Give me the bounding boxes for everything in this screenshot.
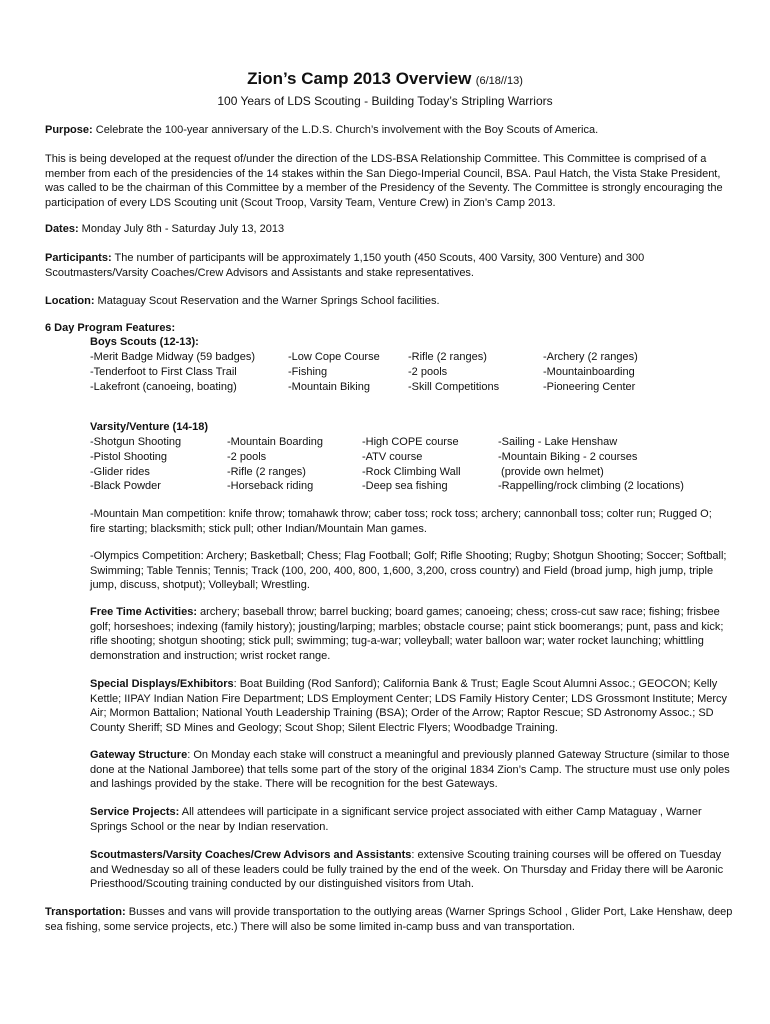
service-text: All attendees will participate in a significant service project associated with either Camp Mataguay , Warner Springs School or the near by Indian reservation. — [90, 806, 702, 833]
list-item: -Mountain Boarding — [227, 436, 324, 448]
title-date: (6/18//13) — [475, 75, 523, 87]
page-title: Zion’s Camp 2013 Overview — [247, 69, 472, 88]
list-item: -Merit Badge Midway (59 badges) — [90, 351, 256, 363]
list-item: -Fishing — [288, 365, 328, 378]
service-label: Service Projects: — [90, 806, 180, 818]
list-item: -Low Cope Course — [288, 351, 380, 363]
varsity-heading: Varsity/Venture (14-18) — [90, 421, 209, 433]
list-item: -Rifle (2 ranges) — [227, 465, 306, 478]
scoutmasters-paragraph — [90, 848, 730, 892]
list-item: -Rock Climbing Wall — [362, 465, 461, 478]
dates-text: Monday July 8th - Saturday July 13, 2013 — [78, 223, 285, 235]
free-time-label: Free Time Activities: — [90, 606, 197, 618]
list-item: -Rifle (2 ranges) — [408, 351, 487, 363]
gateway-text: : On Monday each stake will construct a meaningful and previously planned Gateway Structure (similar to those done at the National Jamboree) that tells some part of the story of the original 1834 Zion’s Camp. The structure must use only poles and lashings provided by the stake. There will be recognition for the best Gateways. — [90, 749, 730, 791]
dates-paragraph — [45, 222, 735, 237]
program-heading: 6 Day Program Features: — [45, 322, 176, 334]
gateway-paragraph — [90, 748, 730, 792]
intro-paragraph: This is being developed at the request of/under the direction of the LDS-BSA Relationship Committee. This Committee is comprised of a member from each of the presidencies of the 14 stakes within the San Diego-Imperial Council, BSA. Paul Hatch, the Vista Stake President, was called to be the chairman of this Committee by a member of the Presidency of the Seventy. The Committee is strongly encouraging the participation of every LDS Scouting unit (Scout Troop, Varsity Team, Venture Crew) in Zion’s Camp 2013. — [45, 153, 723, 209]
list-item: -Pioneering Center — [543, 380, 636, 393]
transportation-label: Transportation: — [45, 906, 126, 918]
boy-scouts-col-1 — [90, 350, 255, 394]
free-time-text: archery; baseball throw; barrel bucking; board games; canoeing; chess; cross-cut saw race; fishing; frisbee golf; horseshoes; indexing (family history); jousting/larping; marbles; obstacle course; paint stick boomerangs; punt, pass and kick; rifle shooting; shotgun shooting; stick pull; swimming; tug-a-war; volleyball; water balloon war; water rocket launching; whittling demonstration and instruction; wrist rocket range. — [90, 606, 724, 662]
title-block — [0, 69, 770, 89]
purpose-label: Purpose: — [45, 124, 93, 136]
list-item: -Tenderfoot to First Class Trail — [90, 365, 237, 378]
service-paragraph — [90, 805, 730, 834]
list-item: (provide own helmet) — [498, 465, 604, 478]
scoutmasters-label: Scoutmasters/Varsity Coaches/Crew Advisors and Assistants — [90, 849, 412, 861]
list-item: -Lakefront (canoeing, boating) — [90, 380, 237, 393]
transportation-text: Busses and vans will provide transportation to the outlying areas (Warner Springs School , Glider Port, Lake Henshaw, deep sea fishing, some service projects, etc.) There will also be some limited in-camp buss and van transportation. — [45, 906, 733, 933]
special-displays-text: : Boat Building (Rod Sanford); California Bank & Trust; Eagle Scout Alumni Assoc.; GEOCON; Kelly Kettle; IIPAY Indian Nation Fire Department; LDS Employment Center; LDS Family History Center; LDS Grossmont Institute; Mercy Air; Mormon Battalion; National Youth Leadership Training (BSA); Order of the Arrow; Raptor Rescue; SD Astronomy Assoc.; SD County Sheriff; SD Mines and Geology; Scout Shop; Silent Electric Flyers; Woodbadge Training. — [90, 678, 728, 734]
list-item: -Rappelling/rock climbing (2 locations) — [498, 480, 684, 493]
location-label: Location: — [45, 295, 95, 307]
list-item: -Sailing - Lake Henshaw — [498, 436, 618, 448]
special-displays-paragraph — [90, 677, 730, 735]
list-item: -Black Powder — [90, 480, 161, 493]
participants-paragraph — [45, 251, 735, 280]
olympics-paragraph: -Olympics Competition: Archery; Basketball; Chess; Flag Football; Golf; Rifle Shooting; Rugby; Shotgun Shooting; Soccer; Softball; Swimming; Table Tennis; Tennis; Track (100, 200, 400, 800, 1,600, 3,200, cross country) and Field (broad jump, high jump, triple jump, discuss, shotput); Volleyball; Wrestling. — [90, 550, 727, 592]
mountain-man-paragraph: -Mountain Man competition: knife throw; tomahawk throw; caber toss; rock toss; archery; cannonball toss; colter run; Rugged O; fire starting; blacksmith; stick pull; other Indian/Mountain Man games. — [90, 508, 712, 535]
list-item: -Mountainboarding — [543, 365, 635, 378]
boy-scouts-heading: Boys Scouts (12-13): — [90, 336, 199, 348]
location-paragraph — [45, 294, 735, 309]
location-text: Mataguay Scout Reservation and the Warner Springs School facilities. — [94, 295, 440, 307]
boy-scouts-col-4 — [543, 350, 638, 394]
participants-text: The number of participants will be approximately 1,150 youth (450 Scouts, 400 Varsity, 300 Venture) and 300 Scoutmasters/Varsity Coaches/Crew Advisors and Assistants and stake representatives. — [45, 252, 645, 279]
list-item: -2 pools — [227, 450, 267, 463]
list-item: -2 pools — [408, 365, 448, 378]
list-item: -ATV course — [362, 450, 423, 463]
list-item: -Shotgun Shooting — [90, 436, 182, 448]
transportation-paragraph — [45, 905, 735, 934]
boy-scouts-col-3 — [408, 350, 499, 394]
list-item: -Horseback riding — [227, 480, 314, 493]
special-displays-label: Special Displays/Exhibitors — [90, 678, 234, 690]
page-subtitle: 100 Years of LDS Scouting - Building Today’s Stripling Warriors — [217, 94, 553, 108]
list-item: -Mountain Biking - 2 courses — [498, 450, 638, 463]
varsity-col-4 — [498, 435, 684, 494]
varsity-col-3 — [362, 435, 461, 494]
free-time-paragraph — [90, 605, 730, 663]
list-item: -Glider rides — [90, 465, 150, 478]
list-item: -Archery (2 ranges) — [543, 351, 638, 363]
scoutmasters-text: : extensive Scouting training courses will be offered on Tuesday and Wednesday so all of these leaders could be fully trained by the end of the week. On Thursday and Friday there will be Aaronic Priesthood/Scouting training conducted by our distinguished visitors from Utah. — [90, 849, 724, 891]
varsity-col-2 — [227, 435, 323, 494]
list-item: -High COPE course — [362, 436, 459, 448]
purpose-paragraph — [45, 123, 735, 138]
boy-scouts-col-2 — [288, 350, 380, 394]
varsity-col-1 — [90, 435, 181, 494]
gateway-label: Gateway Structure — [90, 749, 188, 761]
list-item: -Deep sea fishing — [362, 480, 448, 493]
list-item: -Pistol Shooting — [90, 450, 168, 463]
purpose-text: Celebrate the 100-year anniversary of the L.D.S. Church’s involvement with the Boy Scouts of America. — [92, 124, 599, 136]
participants-label: Participants: — [45, 252, 112, 264]
list-item: -Skill Competitions — [408, 380, 500, 393]
dates-label: Dates: — [45, 223, 79, 235]
list-item: -Mountain Biking — [288, 380, 370, 393]
